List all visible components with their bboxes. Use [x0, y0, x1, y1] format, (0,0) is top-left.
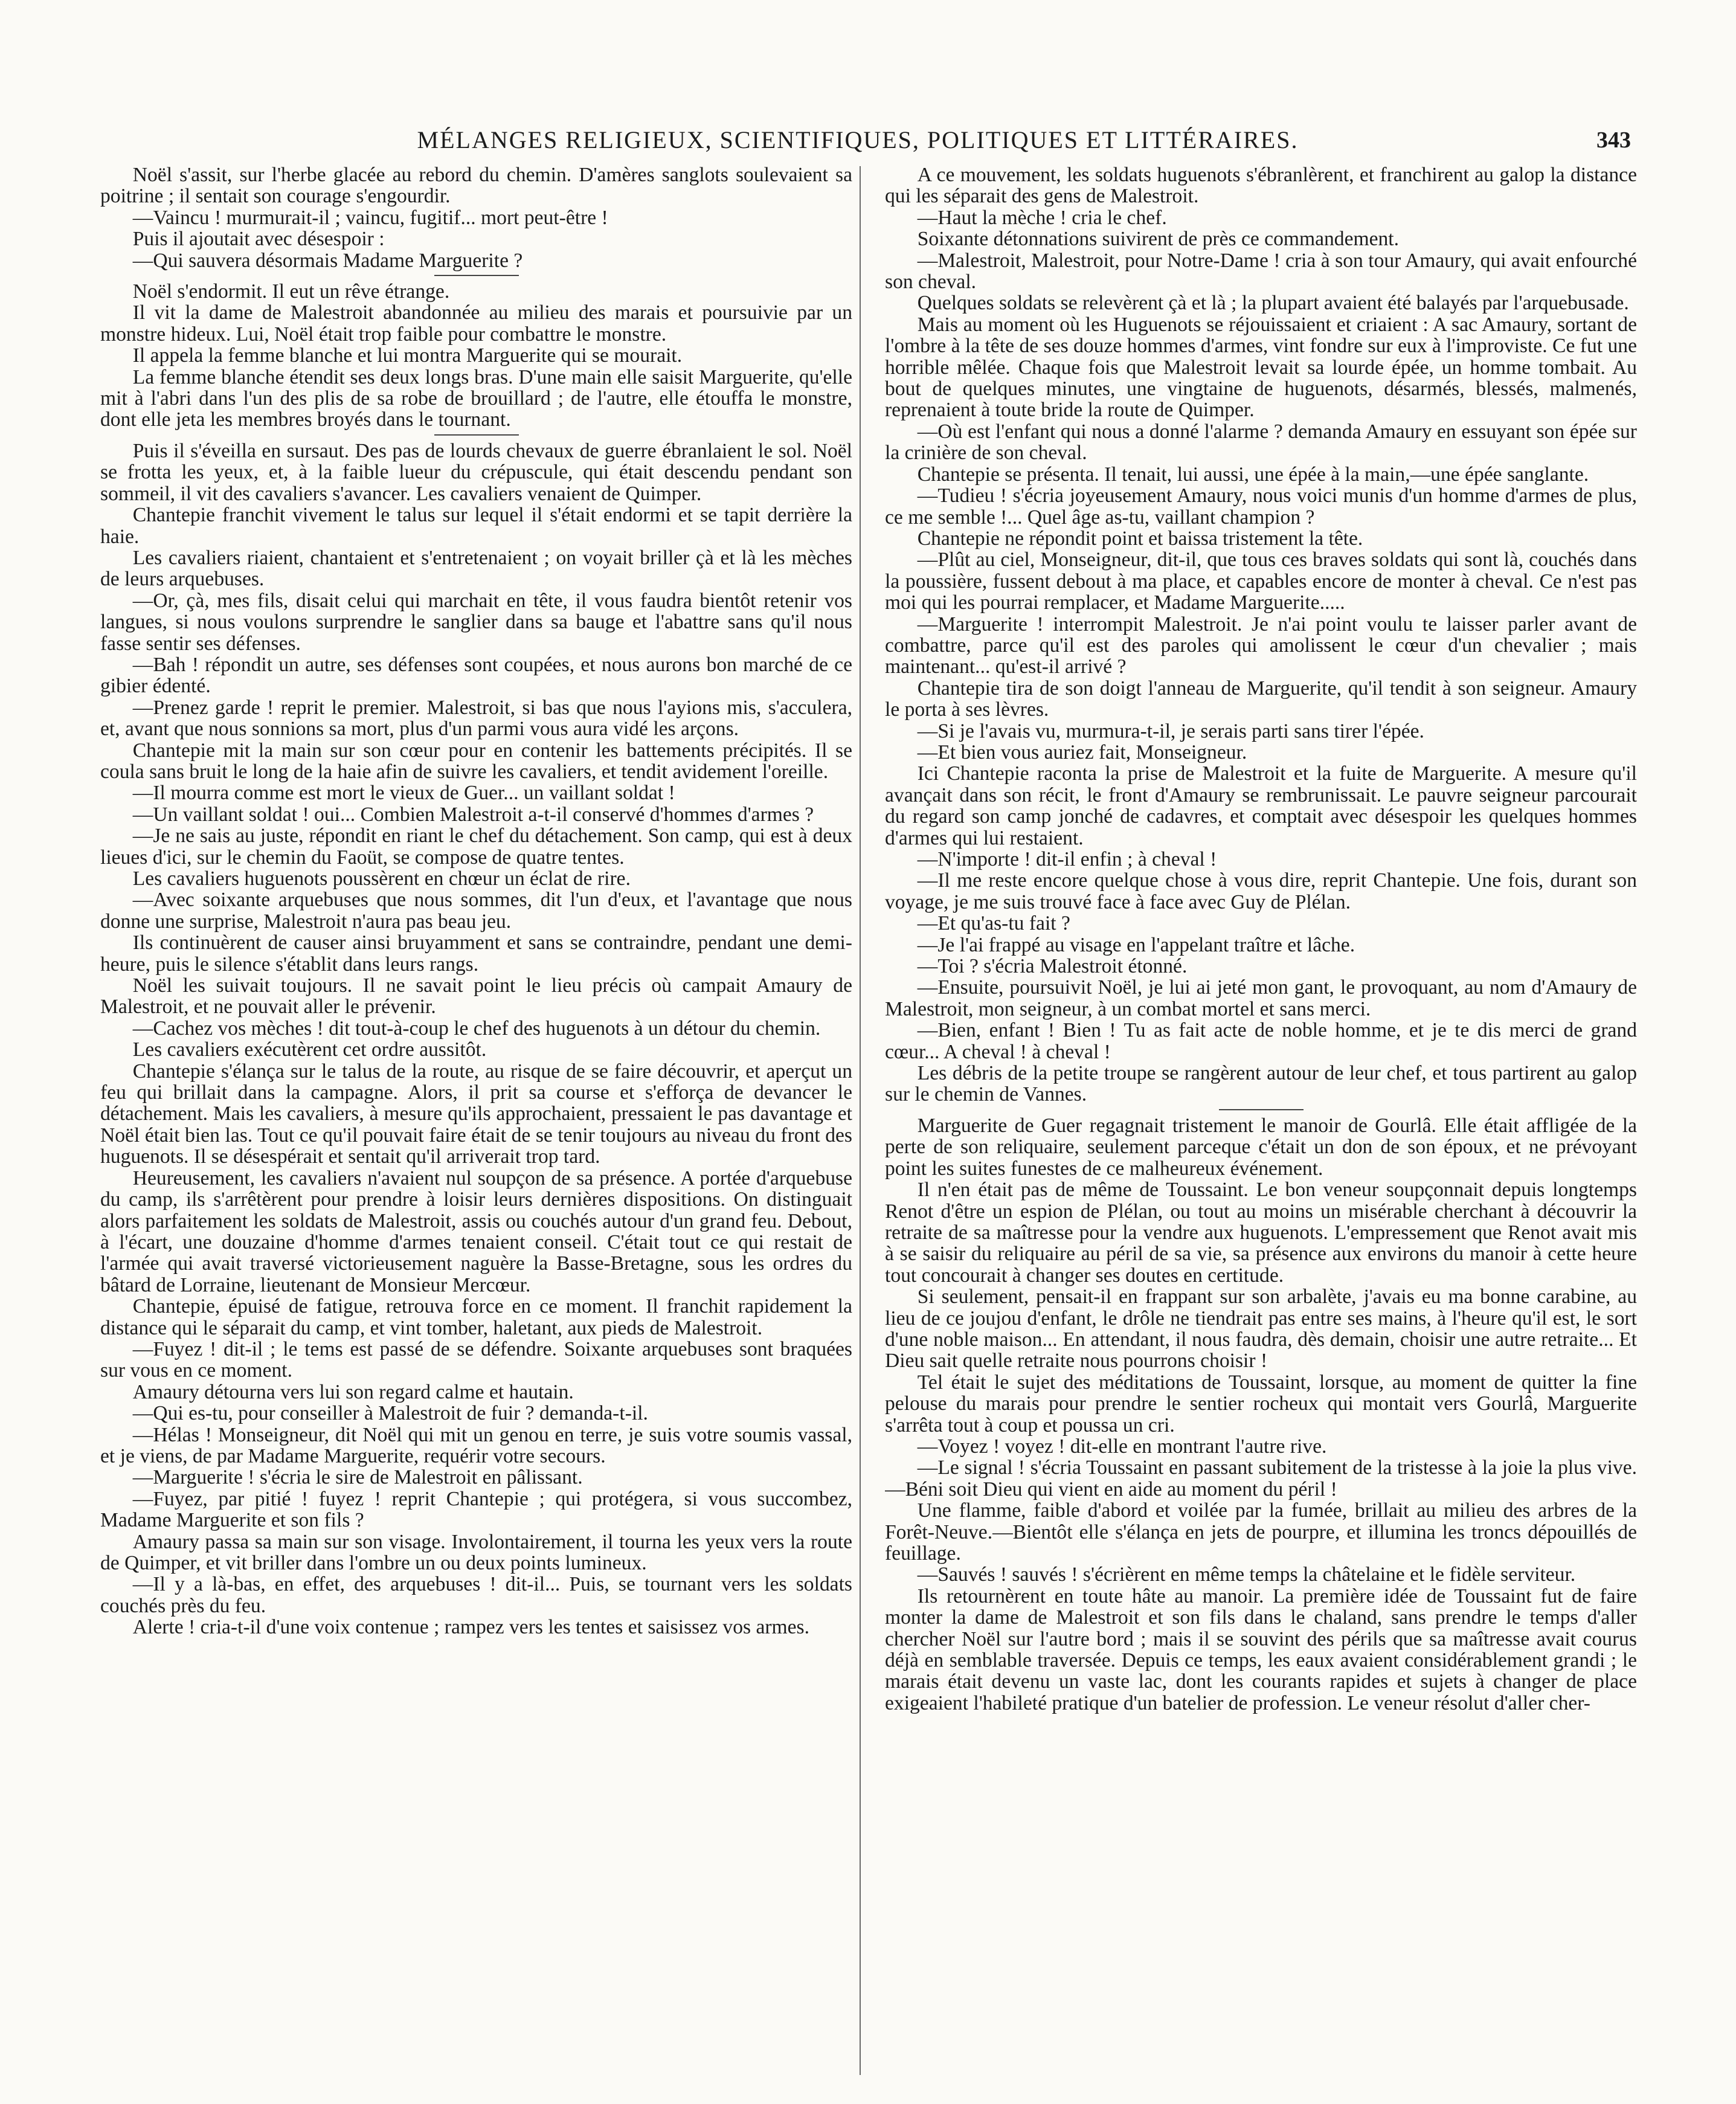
section-separator [434, 275, 519, 276]
paragraph: Chantepie franchit vivement le talus sur lequel il s'était endormi et se tapit derrière la haie. [100, 504, 852, 548]
paragraph: Puis il ajoutait avec désespoir : [132, 228, 385, 251]
paragraph: —Un vaillant soldat ! oui... Combien Malestroit a-t-il conservé d'hommes d'armes ? [132, 803, 814, 826]
paragraph: Si seulement, pensait-il en frappant sur son arbalète, j'avais eu ma bonne carabine, au lieu de ce joujou d'enfant, le drôle ne tiendrait pas entre ses mains, à l'heure qu'il est, le sort d'une noble maison... En attendant, il nous faudra, dès demain, choisir une autre retraite... Et Dieu sait quelle retraite nous pourrons choisir ! [885, 1285, 1637, 1372]
paragraph: Ils continuèrent de causer ainsi bruyamment et sans se contraindre, pendant une demi-heure, puis le silence s'établit dans leurs rangs. [100, 931, 852, 976]
paragraph: A ce mouvement, les soldats huguenots s'ébranlèrent, et franchirent au galop la distance qui les séparait des gens de Malestroit. [885, 164, 1637, 208]
column-divider [860, 166, 861, 2075]
paragraph: Amaury détourna vers lui son regard calme et hautain. [132, 1380, 574, 1403]
paragraph: Tel était le sujet des méditations de Toussaint, lorsque, au moment de quitter la fine pelouse du marais pour prendre le sentier rocheux qui montait vers Gourlâ, Marguerite s'arrêta tout à coup et poussa un cri. [885, 1371, 1637, 1436]
page-header [85, 121, 1631, 159]
paragraph: Amaury passa sa main sur son visage. Involontairement, il tourna les yeux vers la route de Quimper, et vit briller dans l'ombre un ou deux points lumineux. [100, 1530, 852, 1574]
paragraph: —Voyez ! voyez ! dit-elle en montrant l'autre rive. [917, 1435, 1327, 1458]
paragraph: Noël les suivait toujours. Il ne savait point le lieu précis où campait Amaury de Malestroit, et ne pouvait aller le prévenir. [100, 974, 852, 1018]
paragraph: Ils retournèrent en toute hâte au manoir. La première idée de Toussaint fut de faire monter la dame de Malestroit et son fils dans le chaland, sans prendre le temps d'aller chercher Noël sur l'autre bord ; mais il se souvint des périls que sa maîtresse avait courus déjà en semblable traversée. Depuis ce temps, les eaux avaient considérablement grandi ; le marais était devenu un vaste lac, dont les courants rapides et sujets à changer de place exigeaient l'habileté pratique d'un batelier de profession. Le veneur résolut d'aller cher- [885, 1584, 1637, 1714]
paragraph: —Vaincu ! murmurait-il ; vaincu, fugitif... mort peut-être ! [132, 206, 608, 229]
paragraph: —Et bien vous auriez fait, Monseigneur. [917, 741, 1247, 764]
paragraph: —Marguerite ! interrompit Malestroit. Je n'ai point voulu te laisser parler avant de combattre, parce qu'il est des paroles qui amolissent le cœur d'un chevalier ; mais maintenant... qu'est-il arrivé ? [885, 613, 1637, 678]
paragraph: —Il y a là-bas, en effet, des arquebuses ! dit-il... Puis, se tournant vers les soldats couchés près du feu. [100, 1573, 852, 1617]
paragraph: —Il me reste encore quelque chose à vous dire, reprit Chantepie. Une fois, durant son voyage, je me suis trouvé face à face avec Guy de Plélan. [885, 869, 1637, 913]
paragraph: —Qui sauvera désormais Madame Marguerite ? [132, 249, 523, 272]
paragraph: Alerte ! cria-t-il d'une voix contenue ; rampez vers les tentes et saisissez vos armes. [132, 1616, 810, 1639]
paragraph: Mais au moment où les Huguenots se réjouissaient et criaient : A sac Amaury, sortant de l'ombre à la tête de ses douze hommes d'armes, vint fondre sur eux à l'improviste. Ce fut une horrible mêlée. Chaque fois que Malestroit levait sa lourde épée, un homme tombait. Au bout de quelques minutes, une vingtaine de huguenots, désarmés, blessés, malmenés, reprenaient à toute bride la route de Quimper. [885, 313, 1637, 422]
paragraph: —Plût au ciel, Monseigneur, dit-il, que tous ces braves soldats qui sont là, couchés dans la poussière, fussent debout à ma place, et capables encore de monter à cheval. Ce n'est pas moi qui les pourrai remplacer, et Madame Marguerite..... [885, 549, 1637, 614]
paragraph: —Cachez vos mèches ! dit tout-à-coup le chef des huguenots à un détour du chemin. [132, 1017, 821, 1040]
paragraph: Quelques soldats se relevèrent çà et là ; la plupart avaient été balayés par l'arquebusade. [917, 292, 1629, 315]
paragraph: Il vit la dame de Malestroit abandonnée au milieu des marais et poursuivie par un monstre hideux. Lui, Noël était trop faible pour combattre le monstre. [100, 301, 852, 346]
paragraph: —Prenez garde ! reprit le premier. Malestroit, si bas que nous l'ayions mis, s'acculera, et, avant que nous sonnions sa mort, plus d'un parmi vous aura vidé les arçons. [100, 696, 852, 741]
paragraph: —Et qu'as-tu fait ? [917, 912, 1070, 935]
paragraph: —Je l'ai frappé au visage en l'appelant traître et lâche. [917, 933, 1355, 956]
paragraph: Chantepie ne répondit point et baissa tristement la tête. [917, 527, 1363, 550]
paragraph: Heureusement, les cavaliers n'avaient nul soupçon de sa présence. A portée d'arquebuse du camp, ils s'arrêtèrent pour prendre à loisir leurs dernières dispositions. On distinguait alors parfaitement les soldats de Malestroit, assis ou couchés autour d'un grand feu. Debout, à l'écart, une douzaine d'homme d'armes tenaient conseil. C'était tout ce qui restait de l'armée qui avait traversé victorieusement naguère la Basse-Bretagne, sous les ordres du bâtard de Lorraine, lieutenant de Monsieur Mercœur. [100, 1166, 852, 1296]
paragraph: —Fuyez, par pitié ! fuyez ! reprit Chantepie ; qui protégera, si vous succombez, Madame Marguerite et son fils ? [100, 1487, 852, 1532]
paragraph: Noël s'assit, sur l'herbe glacée au rebord du chemin. D'amères sanglots soulevaient sa poitrine ; il sentait son courage s'engourdir. [100, 164, 852, 208]
paragraph: —Fuyez ! dit-il ; le tems est passé de se défendre. Soixante arquebuses sont braquées sur vous en ce moment. [100, 1337, 852, 1382]
paragraph: —N'importe ! dit-il enfin ; à cheval ! [917, 848, 1217, 870]
paragraph: —Si je l'avais vu, murmura-t-il, je serais parti sans tirer l'épée. [917, 719, 1424, 742]
paragraph: Les débris de la petite troupe se rangèrent autour de leur chef, et tous partirent au galop sur le chemin de Vannes. [885, 1062, 1637, 1106]
paragraph: La femme blanche étendit ses deux longs bras. D'une main elle saisit Marguerite, qu'elle mit à l'abri dans l'un des plis de sa robe de brouillard ; de l'autre, elle étouffa le monstre, dont elle jeta les membres broyés dans le tournant. [100, 365, 852, 431]
paragraph: Soixante détonnations suivirent de près ce commandement. [917, 228, 1400, 251]
paragraph: Ici Chantepie raconta la prise de Malestroit et la fuite de Marguerite. A mesure qu'il avançait dans son récit, le front d'Amaury se rembrunissait. Le pauvre seigneur parcourait du regard son camp jonché de cadavres, et comptait avec désespoir les quelques hommes d'armes qui lui restaient. [885, 762, 1637, 849]
paragraph: —Hélas ! Monseigneur, dit Noël qui mit un genou en terre, je suis votre soumis vassal, et je viens, de par Madame Marguerite, requérir votre secours. [100, 1423, 852, 1467]
paragraph: Il appela la femme blanche et lui montra Marguerite qui se mourait. [132, 344, 683, 367]
paragraph: —Marguerite ! s'écria le sire de Malestroit en pâlissant. [132, 1466, 583, 1489]
paragraph: Puis il s'éveilla en sursaut. Des pas de lourds chevaux de guerre ébranlaient le sol. Noël se frotta les yeux, et, à la faible lueur du crépuscule, qui était descendu pendant son sommeil, il vit des cavaliers s'avancer. Les cavaliers venaient de Quimper. [100, 439, 852, 505]
right-column [885, 164, 1637, 2079]
paragraph: —Tudieu ! s'écria joyeusement Amaury, nous voici munis d'un homme d'armes de plus, ce me semble !... Quel âge as-tu, vaillant champion ? [885, 484, 1637, 529]
paragraph: Marguerite de Guer regagnait tristement le manoir de Gourlâ. Elle était affligée de la perte de son reliquaire, seulement parceque c'était un don de son époux, et ne prévoyant point les suites funestes de ce malheureux événement. [885, 1114, 1637, 1180]
paragraph: —Le signal ! s'écria Toussaint en passant subitement de la tristesse à la joie la plus vive.—Béni soit Dieu qui vient en aide au moment du péril ! [885, 1456, 1637, 1501]
paragraph: —Bien, enfant ! Bien ! Tu as fait acte de noble homme, et je te dis merci de grand cœur... A cheval ! à cheval ! [885, 1019, 1637, 1063]
paragraph: —Ensuite, poursuivit Noël, je lui ai jeté mon gant, le provoquant, au nom d'Amaury de Malestroit, mon seigneur, à un combat mortel et sans merci. [885, 976, 1637, 1020]
paragraph: Noël s'endormit. Il eut un rêve étrange. [132, 280, 450, 303]
paragraph: Chantepie mit la main sur son cœur pour en contenir les battements précipités. Il se coula sans bruit le long de la haie afin de suivre les cavaliers, et tendit avidement l'oreille. [100, 739, 852, 783]
paragraph: —Bah ! répondit un autre, ses défenses sont coupées, et nous aurons bon marché de ce gibier édenté. [100, 653, 852, 698]
paragraph: —Sauvés ! sauvés ! s'écrièrent en même temps la châtelaine et le fidèle serviteur. [917, 1563, 1576, 1586]
running-title: MÉLANGES RELIGIEUX, SCIENTIFIQUES, POLITIQUES ET LITTÉRAIRES. [417, 126, 1299, 153]
paragraph: Chantepie tira de son doigt l'anneau de Marguerite, qu'il tendit à son seigneur. Amaury le porta à ses lèvres. [885, 677, 1637, 721]
paragraph: —Haut la mèche ! cria le chef. [917, 206, 1167, 229]
paragraph: Chantepie se présenta. Il tenait, lui aussi, une épée à la main,—une épée sanglante. [917, 463, 1589, 486]
paragraph: —Toi ? s'écria Malestroit étonné. [917, 955, 1188, 978]
paragraph: Une flamme, faible d'abord et voilée par la fumée, brillait au milieu des arbres de la Forêt-Neuve.—Bientôt elle s'élança en jets de pourpre, et illumina les troncs dépouillés de feuillage. [885, 1499, 1637, 1565]
paragraph: —Où est l'enfant qui nous a donné l'alarme ? demanda Amaury en essuyant son épée sur la crinière de son cheval. [885, 420, 1637, 465]
paragraph: Les cavaliers riaient, chantaient et s'entretenaient ; on voyait briller çà et là les mèches de leurs arquebuses. [100, 546, 852, 591]
paragraph: —Or, çà, mes fils, disait celui qui marchait en tête, il vous faudra bientôt retenir vos langues, si nous voulons surprendre le sanglier dans sa bauge et l'abattre sans qu'il nous fasse sentir ses défenses. [100, 589, 852, 655]
paragraph: —Il mourra comme est mort le vieux de Guer... un vaillant soldat ! [132, 782, 675, 805]
page-number: 343 [1596, 127, 1631, 153]
section-separator [1219, 1109, 1304, 1110]
left-column [100, 164, 852, 2079]
paragraph: Les cavaliers exécutèrent cet ordre aussitôt. [132, 1038, 487, 1061]
paragraph: Chantepie, épuisé de fatigue, retrouva force en ce moment. Il franchit rapidement la distance qui le séparait du camp, et vint tomber, haletant, aux pieds de Malestroit. [100, 1295, 852, 1339]
paragraph: Chantepie s'élança sur le talus de la route, au risque de se faire découvrir, et aperçut un feu qui brillait dans la campagne. Alors, il prit sa course et s'efforça de devancer le détachement. Mais les cavaliers, à mesure qu'ils approchaient, pressaient le pas davantage et Noël était bien las. Tout ce qu'il pouvait faire était de se tenir toujours au niveau du front des huguenots. Il se désespérait et sentait qu'il arriverait trop tard. [100, 1060, 852, 1168]
paragraph: —Avec soixante arquebuses que nous sommes, dit l'un d'eux, et l'avantage que nous donne une surprise, Malestroit n'aura pas beau jeu. [100, 889, 852, 933]
paragraph: —Malestroit, Malestroit, pour Notre-Dame ! cria à son tour Amaury, qui avait enfourché son cheval. [885, 249, 1637, 294]
paragraph: Les cavaliers huguenots poussèrent en chœur un éclat de rire. [132, 867, 631, 890]
section-separator [434, 434, 519, 436]
paragraph: Il n'en était pas de même de Toussaint. Le bon veneur soupçonnait depuis longtemps Renot d'être un espion de Plélan, ou tout au moins un misérable cherchant à découvrir la retraite de sa maîtresse pour la vendre aux huguenots. L'empressement que Renot avait mis à se saisir du reliquaire au péril de sa vie, sa présence aux environs du manoir à cette heure tout concourait à changer ses doutes en certitude. [885, 1179, 1637, 1287]
paragraph: —Qui es-tu, pour conseiller à Malestroit de fuir ? demanda-t-il. [132, 1402, 648, 1425]
paragraph: —Je ne sais au juste, répondit en riant le chef du détachement. Son camp, qui est à deux lieues d'ici, sur le chemin du Faoüt, se compose de quatre tentes. [100, 825, 852, 869]
